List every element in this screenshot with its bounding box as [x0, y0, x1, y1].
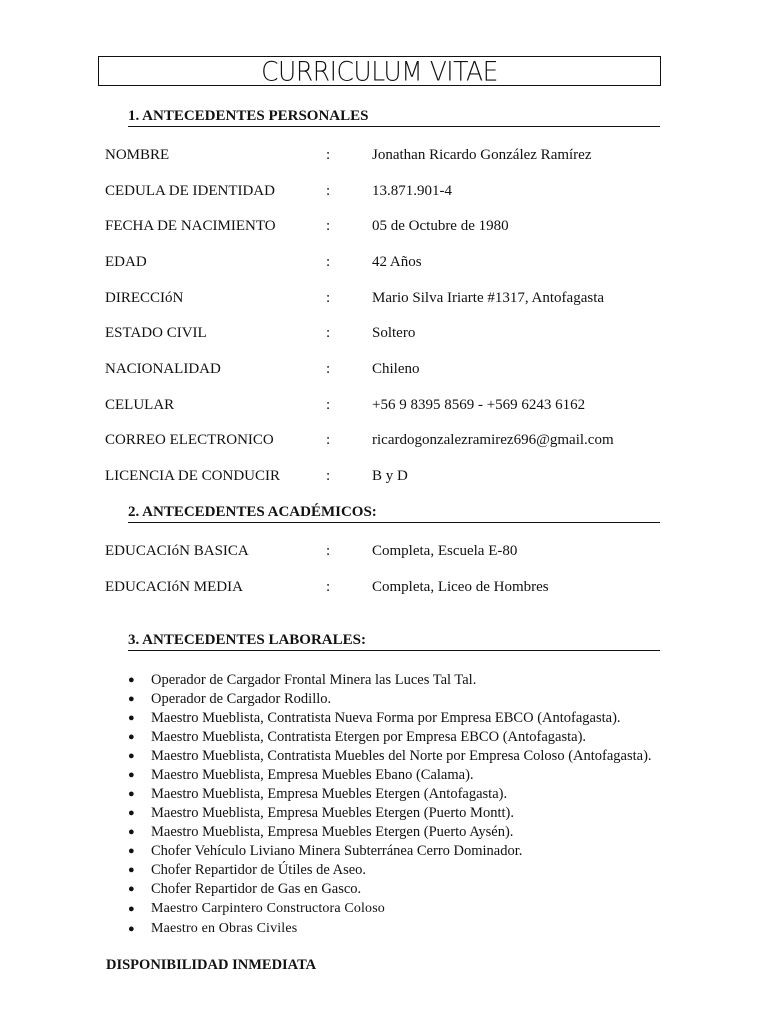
section-heading-personal: 1. ANTECEDENTES PERSONALES: [128, 107, 660, 127]
list-item: [128, 747, 728, 766]
field-label: CORREO ELECTRONICO: [105, 432, 274, 448]
field-label: EDUCACIóN BASICA: [105, 543, 249, 559]
field-separator: :: [326, 290, 331, 306]
list-item: [128, 785, 728, 804]
bullet-icon: ●: [128, 788, 135, 800]
field-separator: :: [326, 397, 331, 413]
field-row-educacion-basica: [105, 541, 705, 561]
field-label: EDAD: [105, 254, 147, 270]
field-label: EDUCACIóN MEDIA: [105, 579, 243, 595]
field-separator: :: [326, 468, 331, 484]
bullet-icon: ●: [128, 769, 135, 781]
list-item-text: Operador de Cargador Rodillo.: [151, 691, 332, 707]
list-item-text: Chofer Vehículo Liviano Minera Subterránea Cerro Dominador.: [151, 843, 523, 859]
bullet-icon: ●: [128, 903, 135, 915]
list-item: [128, 766, 728, 785]
list-item: [128, 919, 728, 939]
field-value: 13.871.901-4: [372, 183, 452, 199]
field-value: Mario Silva Iriarte #1317, Antofagasta: [372, 290, 605, 306]
field-value: ricardogonzalezramirez696@gmail.com: [372, 432, 614, 448]
field-row-celular: [105, 395, 705, 415]
field-value: Completa, Liceo de Hombres: [372, 579, 549, 595]
bullet-icon: ●: [128, 845, 135, 857]
list-item-text: Chofer Repartidor de Útiles de Aseo.: [151, 862, 367, 878]
list-item: [128, 671, 728, 690]
field-row-nacionalidad: [105, 359, 705, 379]
list-item: [128, 880, 728, 899]
list-item-text: Maestro Mueblista, Empresa Muebles Etergen (Antofagasta).: [151, 786, 508, 802]
bullet-icon: ●: [128, 712, 135, 724]
field-label: LICENCIA DE CONDUCIR: [105, 468, 280, 484]
list-item-text: Maestro Mueblista, Empresa Muebles Etergen (Puerto Montt).: [151, 805, 514, 821]
field-separator: :: [326, 147, 331, 163]
field-separator: :: [326, 432, 331, 448]
field-value: B y D: [372, 468, 408, 484]
field-separator: :: [326, 254, 331, 270]
list-item: [128, 899, 728, 919]
bullet-icon: ●: [128, 923, 135, 935]
list-item-text: Maestro Mueblista, Empresa Muebles Ebano (Calama).: [151, 767, 474, 783]
field-label: ESTADO CIVIL: [105, 325, 207, 341]
bullet-icon: ●: [128, 693, 135, 705]
list-item-text: Maestro Carpintero Constructora Coloso: [151, 901, 385, 916]
list-item: [128, 861, 728, 880]
field-value: 05 de Octubre de 1980: [372, 218, 509, 234]
bullet-icon: ●: [128, 674, 135, 686]
field-value: Soltero: [372, 325, 416, 341]
field-value: Completa, Escuela E-80: [372, 543, 518, 559]
bullet-icon: ●: [128, 807, 135, 819]
field-label: CEDULA DE IDENTIDAD: [105, 183, 275, 199]
field-label: DIRECCIóN: [105, 290, 184, 306]
field-row-licencia: [105, 466, 705, 486]
field-value: 42 Años: [372, 254, 422, 270]
field-row-edad: [105, 252, 705, 272]
list-item: [128, 728, 728, 747]
field-separator: :: [326, 579, 331, 595]
list-item-text: Operador de Cargador Frontal Minera las Luces Tal Tal.: [151, 672, 477, 688]
list-item: [128, 690, 728, 709]
bullet-icon: ●: [128, 731, 135, 743]
field-label: NOMBRE: [105, 147, 170, 163]
document-title: CURRICULUM VITAE: [261, 56, 498, 87]
field-row-nombre: [105, 145, 705, 165]
field-label: NACIONALIDAD: [105, 361, 221, 377]
field-separator: :: [326, 218, 331, 234]
field-label: FECHA DE NACIMIENTO: [105, 218, 276, 234]
field-row-direccion: [105, 288, 705, 308]
field-label: CELULAR: [105, 397, 175, 413]
list-item-text: Chofer Repartidor de Gas en Gasco.: [151, 881, 362, 897]
field-separator: :: [326, 361, 331, 377]
list-item: [128, 823, 728, 842]
availability-note: DISPONIBILIDAD INMEDIATA: [106, 957, 317, 973]
list-item-text: Maestro Mueblista, Contratista Muebles del Norte por Empresa Coloso (Antofagasta).: [151, 748, 652, 764]
bullet-icon: ●: [128, 883, 135, 895]
field-value: +56 9 8395 8569 - +569 6243 6162: [372, 397, 586, 413]
list-item-text: Maestro Mueblista, Contratista Etergen por Empresa EBCO (Antofagasta).: [151, 729, 587, 745]
field-separator: :: [326, 183, 331, 199]
list-item-text: Maestro en Obras Civiles: [151, 921, 298, 936]
field-row-educacion-media: [105, 577, 705, 597]
title-box: [98, 56, 661, 86]
field-row-correo: [105, 430, 705, 450]
work-experience-list: [128, 671, 728, 939]
section-heading-work: 3. ANTECEDENTES LABORALES:: [128, 631, 660, 651]
section-heading-academic: 2. ANTECEDENTES ACADÉMICOS:: [128, 503, 660, 523]
field-value: Chileno: [372, 361, 420, 377]
bullet-icon: ●: [128, 826, 135, 838]
field-row-cedula: [105, 181, 705, 201]
field-row-fecha-nacimiento: [105, 216, 705, 236]
list-item-text: Maestro Mueblista, Contratista Nueva Forma por Empresa EBCO (Antofagasta).: [151, 710, 621, 726]
bullet-icon: ●: [128, 864, 135, 876]
field-separator: :: [326, 325, 331, 341]
field-separator: :: [326, 543, 331, 559]
list-item: [128, 804, 728, 823]
field-row-estado-civil: [105, 323, 705, 343]
list-item-text: Maestro Mueblista, Empresa Muebles Etergen (Puerto Aysén).: [151, 824, 514, 840]
bullet-icon: ●: [128, 750, 135, 762]
field-value: Jonathan Ricardo González Ramírez: [372, 147, 592, 163]
list-item: [128, 709, 728, 728]
list-item: [128, 842, 728, 861]
